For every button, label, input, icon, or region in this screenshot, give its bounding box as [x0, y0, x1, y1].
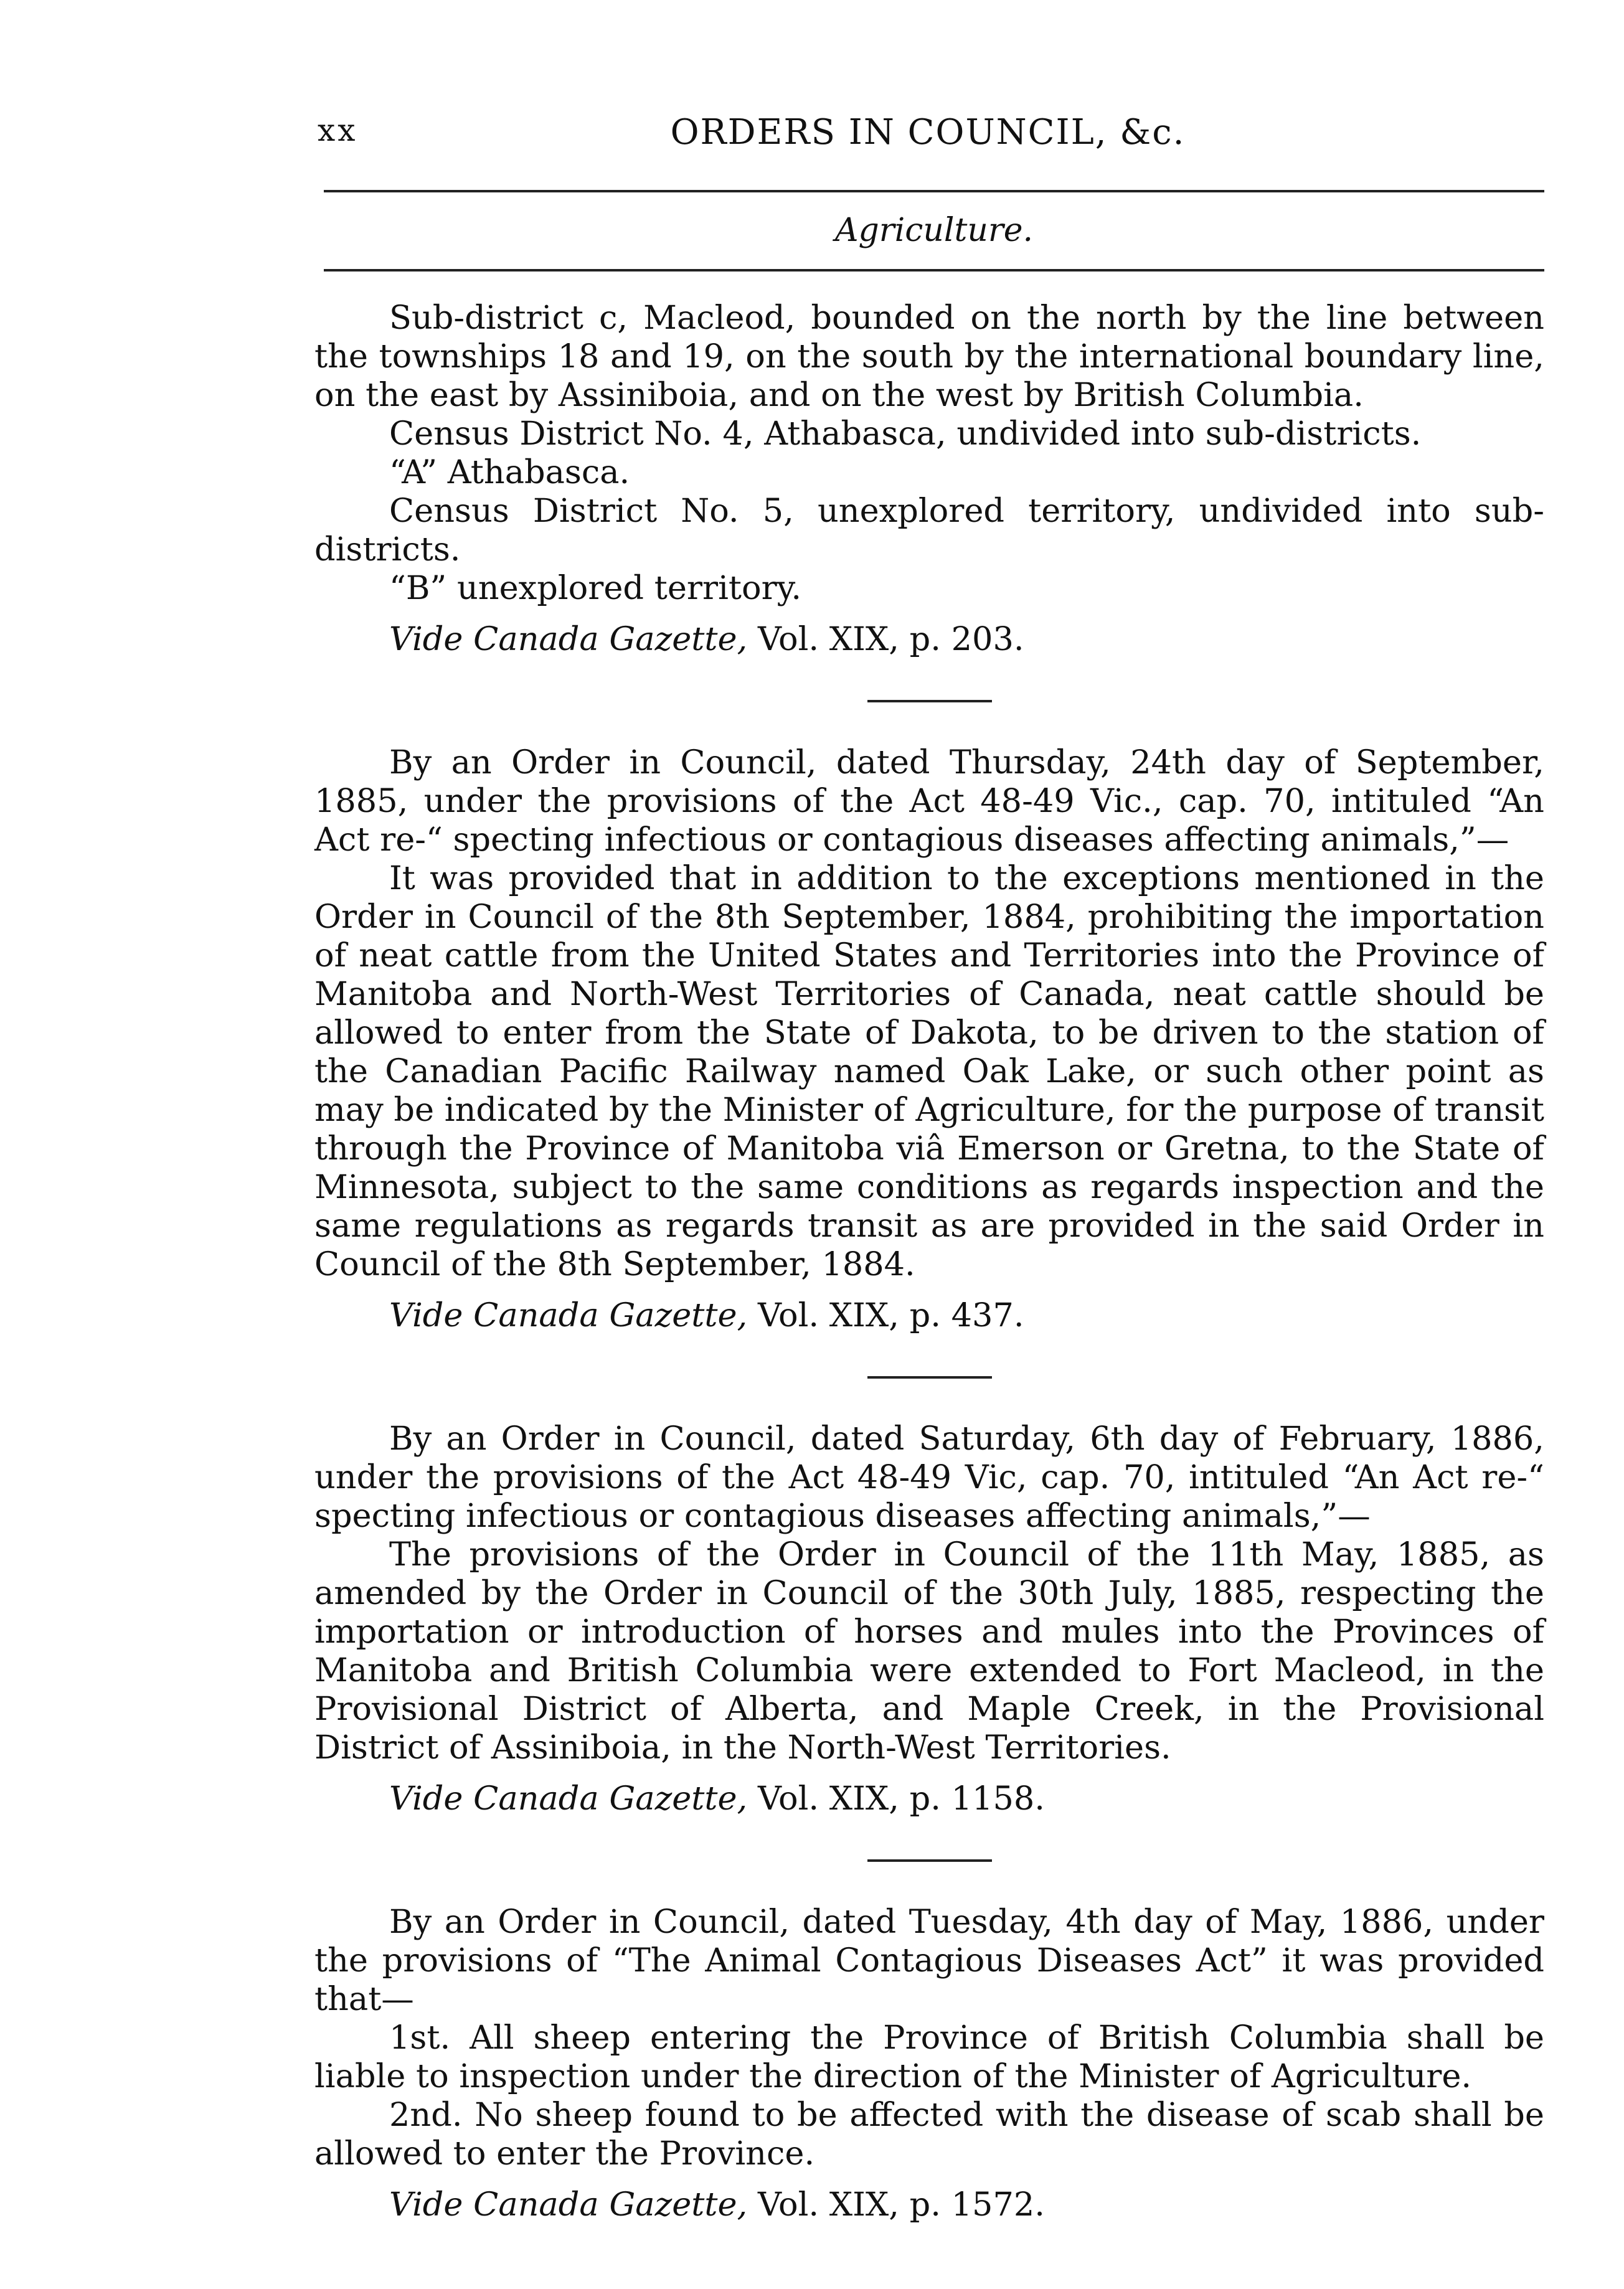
- section-label: Agriculture.: [834, 212, 1034, 249]
- order-paragraph: By an Order in Council, dated Tuesday, 4th day of May, 1886, under the provisions of “The Animal Contagious Diseases Act” it was provided that—: [314, 1903, 1544, 2018]
- page-number: xx: [318, 112, 358, 148]
- section-divider: [867, 1859, 992, 1862]
- header-rule-bottom: [324, 269, 1544, 271]
- citation-reference: Vol. XIX, p. 203.: [747, 620, 1024, 658]
- citation-reference: Vol. XIX, p. 437.: [747, 1296, 1024, 1334]
- gazette-citation: [314, 620, 1544, 659]
- section-divider: [867, 700, 992, 702]
- order-paragraph: It was provided that in addition to the exceptions mentioned in the Order in Council of the 8th September, 1884, prohibiting the importation of neat cattle from the United States and Territories into the Province of Manitoba and North-West Territories of Canada, neat cattle should be allowed to enter from the State of Dakota, to be driven to the station of the Canadian Pacific Railway named Oak Lake, or such other point as may be indicated by the Minister of Agriculture, for the purpose of transit through the Province of Manitoba viâ Emerson or Gretna, to the State of Minnesota, subject to the same conditions as regards inspection and the same regulations as regards transit as are provided in the said Order in Council of the 8th September, 1884.: [314, 859, 1545, 1283]
- intro-paragraph: Census District No. 4, Athabasca, undivided into sub-districts.: [389, 415, 1422, 453]
- gazette-citation: [314, 2186, 1544, 2224]
- intro-paragraph: “B” unexplored territory.: [389, 569, 802, 607]
- page-title: ORDERS IN COUNCIL, &c.: [670, 112, 1186, 153]
- gazette-citation: [314, 1780, 1544, 1818]
- citation-reference: Vol. XIX, p. 1158.: [747, 1780, 1045, 1818]
- order-paragraph: 1st. All sheep entering the Province of British Columbia shall be liable to inspection under the direction of the Minister of Agriculture.: [314, 2019, 1544, 2095]
- citation-source: Vide Canada Gazette,: [389, 1780, 748, 1818]
- order-paragraph: By an Order in Council, dated Thursday, 24th day of September, 1885, under the provisions of the Act 48-49 Vic., cap. 70, intituled “An Act re-“ specting infectious or contagious diseases affecting animals,”—: [314, 743, 1544, 859]
- header-rule-top: [324, 190, 1544, 192]
- citation-source: Vide Canada Gazette,: [389, 2186, 748, 2224]
- citation-source: Vide Canada Gazette,: [389, 1296, 748, 1334]
- intro-paragraph: Sub-district c, Macleod, bounded on the north by the line between the townships 18 and 19, on the south by the international boundary line, on the east by Assiniboia, and on the west by British Columbia.: [314, 299, 1544, 414]
- order-paragraph: 2nd. No sheep found to be affected with the disease of scab shall be allowed to enter the Province.: [314, 2096, 1544, 2173]
- body-text: [314, 299, 1544, 2224]
- order-paragraph: By an Order in Council, dated Saturday, 6th day of February, 1886, under the provisions of the Act 48-49 Vic, cap. 70, intituled “An Act re-“ specting infectious or contagious diseases affecting animals,”—: [314, 1420, 1544, 1535]
- intro-paragraph: Census District No. 5, unexplored territory, undivided into sub-districts.: [314, 492, 1544, 569]
- citation-reference: Vol. XIX, p. 1572.: [747, 2186, 1045, 2224]
- running-head: [311, 112, 1544, 162]
- section-divider: [867, 1376, 992, 1379]
- order-paragraph: The provisions of the Order in Council of the 11th May, 1885, as amended by the Order in Council of the 30th July, 1885, respecting the importation or introduction of horses and mules into the Provinces of Manitoba and British Columbia were extended to Fort Macleod, in the Provisional District of Alberta, and Maple Creek, in the Provisional District of Assiniboia, in the North-West Territories.: [314, 1536, 1544, 1767]
- gazette-citation: [314, 1296, 1544, 1335]
- citation-source: Vide Canada Gazette,: [389, 620, 748, 658]
- intro-paragraph: “A” Athabasca.: [389, 453, 630, 491]
